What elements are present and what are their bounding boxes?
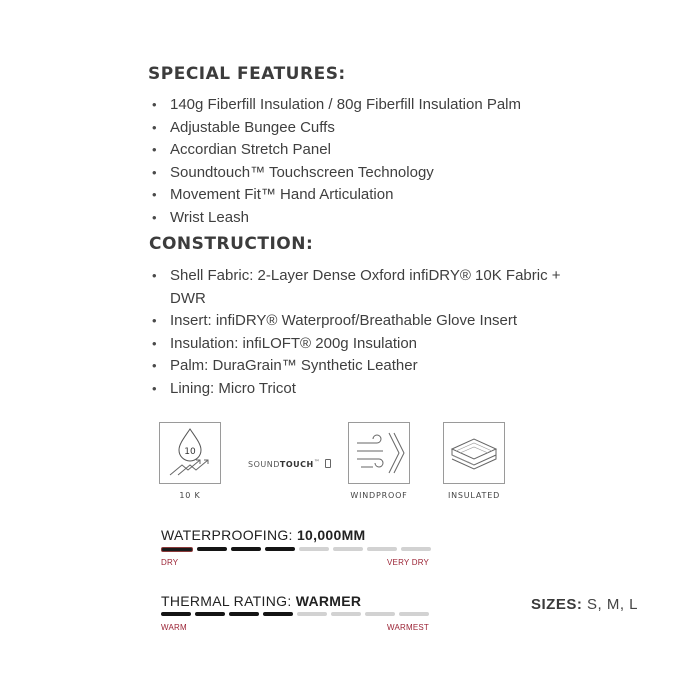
list-item: • Shell Fabric: 2-Layer Dense Oxford infiDRY® 10K Fabric + <box>150 265 561 288</box>
meter-segment <box>195 612 225 616</box>
thermal-meter <box>161 612 429 616</box>
construction-list <box>150 265 561 400</box>
list-item: • Palm: DuraGrain™ Synthetic Leather <box>150 355 561 378</box>
list-item: • Movement Fit™ Hand Articulation <box>150 184 521 207</box>
construction-heading: CONSTRUCTION: <box>149 234 314 254</box>
sizes-label: SIZES: <box>531 596 583 613</box>
waterproofing-title <box>161 527 366 543</box>
special-features-heading: SPECIAL FEATURES: <box>148 64 346 84</box>
layers-icon <box>444 423 504 483</box>
tenk-label: 10 K <box>179 491 201 500</box>
meter-segment <box>299 547 329 551</box>
meter-segment <box>161 612 191 616</box>
thermal-min-label: WARM <box>161 623 187 632</box>
waterproofing-label: WATERPROOFING: <box>161 527 293 543</box>
list-item: • Lining: Micro Tricot <box>150 378 561 401</box>
list-item: • Wrist Leash <box>150 207 521 230</box>
sizes <box>531 596 638 613</box>
meter-segment <box>197 547 227 551</box>
soundtouch-text-a: SOUND <box>248 460 280 469</box>
list-item: • Insulation: infiLOFT® 200g Insulation <box>150 333 561 356</box>
list-item: • 140g Fiberfill Insulation / 80g Fiberfill Insulation Palm <box>150 94 521 117</box>
soundtouch-text-b: TOUCH <box>279 460 314 469</box>
list-item: • Adjustable Bungee Cuffs <box>150 117 521 140</box>
waterproof-10k-icon <box>159 422 221 484</box>
meter-segment <box>231 547 261 551</box>
windproof-label: WINDPROOF <box>350 491 408 500</box>
meter-segment <box>263 612 293 616</box>
thermal-value: WARMER <box>295 593 362 609</box>
insulated-icon <box>443 422 505 484</box>
waterproofing-value: 10,000MM <box>296 527 366 543</box>
windproof-icon <box>348 422 410 484</box>
meter-segment <box>265 547 295 551</box>
meter-segment <box>333 547 363 551</box>
thermal-title <box>161 593 361 609</box>
list-item: • Soundtouch™ Touchscreen Technology <box>150 162 521 185</box>
meter-segment <box>297 612 327 616</box>
meter-segment <box>161 547 193 552</box>
list-item-continuation: DWR <box>170 289 206 307</box>
thermal-max-label: WARMEST <box>387 623 429 632</box>
meter-segment <box>365 612 395 616</box>
list-item: • Accordian Stretch Panel <box>150 139 521 162</box>
waterproofing-meter <box>161 547 431 552</box>
soundtouch-logo <box>248 459 331 469</box>
meter-segment <box>399 612 429 616</box>
waterproofing-max-label: VERY DRY <box>387 558 430 567</box>
phone-icon <box>325 459 331 468</box>
waterproofing-min-label: DRY <box>161 558 179 567</box>
droplet-icon <box>160 423 220 483</box>
tenk-badge-text: 10 <box>184 447 196 457</box>
insulated-label: INSULATED <box>447 491 501 500</box>
meter-segment <box>229 612 259 616</box>
meter-segment <box>401 547 431 551</box>
wind-icon <box>349 423 409 483</box>
list-item: • Insert: infiDRY® Waterproof/Breathable Glove Insert <box>150 310 561 333</box>
soundtouch-tm: ™ <box>313 459 321 466</box>
special-features-list <box>150 94 521 229</box>
meter-segment <box>367 547 397 551</box>
sizes-value: S, M, L <box>587 596 639 613</box>
meter-segment <box>331 612 361 616</box>
thermal-label: THERMAL RATING: <box>161 593 292 609</box>
